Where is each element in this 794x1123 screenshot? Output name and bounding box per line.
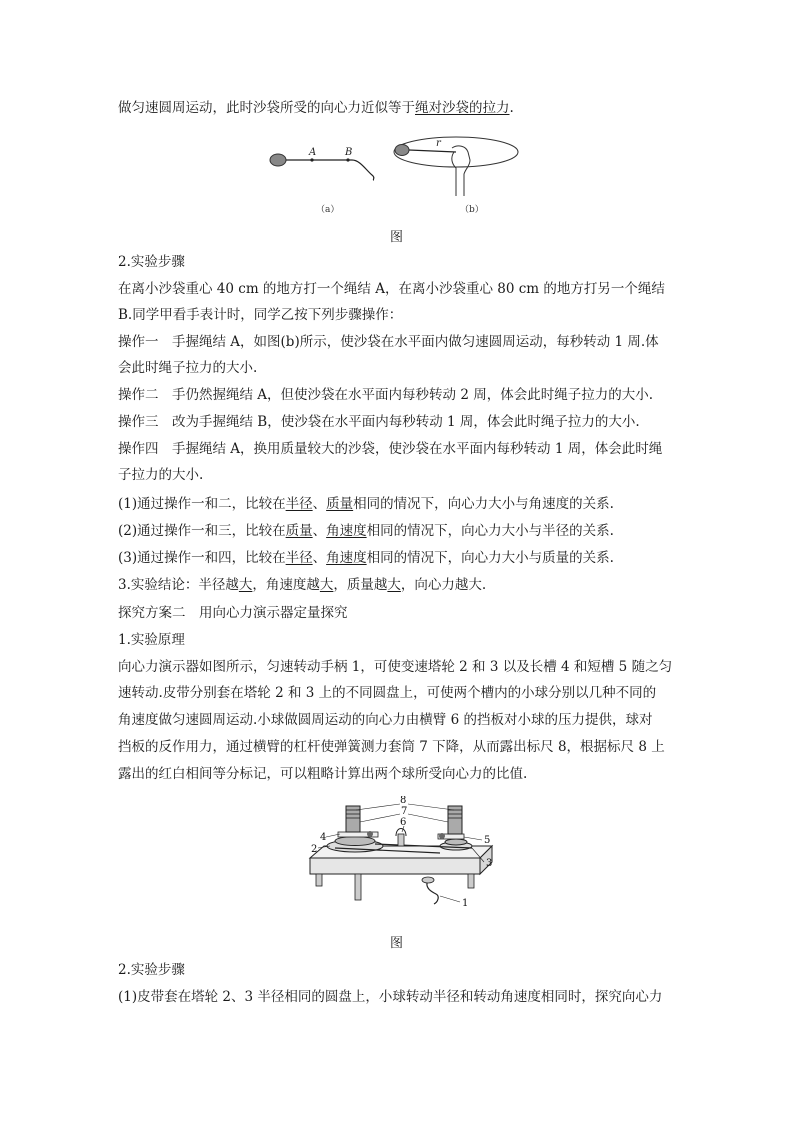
intro-end: .: [509, 100, 514, 116]
intro-line: [118, 98, 514, 118]
num-5: 5: [484, 835, 491, 846]
leg: [355, 874, 361, 900]
num-8: 8: [400, 796, 407, 806]
leader-7: [360, 814, 400, 822]
num-3: 3: [486, 858, 493, 869]
sandbag-a: [270, 154, 286, 166]
num-6: 6: [400, 817, 407, 828]
num-2: 2: [311, 844, 318, 855]
string-b: [409, 150, 456, 152]
ball-left: [367, 831, 373, 837]
leader-7: [408, 814, 448, 822]
sub-b: （b）: [460, 205, 484, 215]
sub-a: （a）: [316, 205, 340, 215]
principle-4: 挡板的反作用力，通过横臂的杠杆使弹簧测力套筒 7 下降，从而露出标尺 8，根据标尺 8 上: [118, 739, 665, 755]
sandbag-b: [395, 145, 409, 156]
figure1-caption: 图: [390, 230, 404, 245]
leader-8: [408, 804, 454, 810]
figure2-caption: 图: [390, 936, 404, 951]
leader-1: [440, 896, 460, 902]
op2: 操作二 手仍然握绳结 A，但使沙袋在水平面内每秒转动 2 周，体会此时绳子拉力的大小.: [118, 387, 654, 403]
op1-line2: 会此时绳子拉力的大小.: [118, 360, 258, 376]
num-1: 1: [462, 898, 469, 909]
compare-2: (2)通过操作一和三，比较在质量、角速度相同的情况下，向心力大小与半径的关系.: [118, 523, 614, 539]
num-4: 4: [320, 832, 327, 843]
figure-sandbag: [260, 130, 520, 225]
intro-underlined: 绳对沙袋的拉力: [415, 100, 510, 116]
steps-title: 2.实验步骤: [118, 254, 185, 270]
knot-a: [310, 158, 313, 161]
steps2-title: 2.实验步骤: [118, 962, 185, 978]
principle-1: 向心力演示器如图所示，匀速转动手柄 1，可使变速塔轮 2 和 3 以及长槽 4 和短槽 5 随之匀: [118, 659, 673, 675]
op1-line1: 操作一 手握绳结 A，如图(b)所示，使沙袋在水平面内做匀速圆周运动，每秒转动 1 周.体: [118, 334, 659, 350]
ball-right: [439, 833, 445, 839]
pulley-3-inner: [445, 839, 467, 845]
op3: 操作三 改为手握绳结 B，使沙袋在水平面内每秒转动 1 周，体会此时绳子拉力的大小.: [118, 414, 640, 430]
leader-8: [356, 804, 400, 810]
hand: [452, 146, 470, 196]
pillar: [398, 834, 404, 846]
handle-1: [427, 880, 438, 904]
plan2-title: 探究方案二 用向心力演示器定量探究: [118, 605, 348, 621]
figure-demonstrator: [300, 796, 500, 921]
pulley-2-inner: [335, 837, 375, 846]
intro-text: 做匀速圆周运动，此时沙袋所受的向心力近似等于: [118, 100, 415, 116]
conclusion: 3.实验结论：半径越大，角速度越大，质量越大，向心力越大.: [118, 577, 487, 593]
label-a: A: [309, 147, 317, 158]
knot-b: [346, 158, 349, 161]
leg: [468, 874, 474, 888]
op4-line1: 操作四 手握绳结 A，换用质量较大的沙袋，使沙袋在水平面内每秒转动 1 周，体会此时绳: [118, 441, 663, 457]
steps-intro-1: 在离小沙袋重心 40 cm 的地方打一个绳结 A，在离小沙袋重心 80 cm 的地方打另一个绳结: [118, 281, 665, 297]
handle-knob: [422, 877, 434, 883]
leg: [316, 874, 322, 886]
compare-1: (1)通过操作一和二，比较在半径、质量相同的情况下，向心力大小与角速度的关系.: [118, 496, 614, 512]
principle-5: 露出的红白相间等分标记，可以粗略计算出两个球所受向心力的比值.: [118, 766, 528, 782]
label-b: B: [345, 147, 353, 158]
num-7: 7: [401, 806, 408, 817]
leader-5: [464, 837, 482, 840]
base-front: [310, 858, 480, 874]
steps-intro-2: B.同学甲看手表计时，同学乙按下列步骤操作：: [118, 307, 403, 323]
string-a-tail: [352, 160, 374, 180]
principle-title: 1.实验原理: [118, 632, 185, 648]
compare-3: (3)通过操作一和四，比较在半径、角速度相同的情况下，向心力大小与质量的关系.: [118, 550, 614, 566]
steps2-1: (1)皮带套在塔轮 2、3 半径相同的圆盘上，小球转动半径和转动角速度相同时，探究向心力: [118, 989, 663, 1005]
label-r: r: [436, 138, 441, 149]
principle-2: 速转动.皮带分别套在塔轮 2 和 3 上的不同圆盘上，可使两个槽内的小球分别以几种不同的: [118, 685, 657, 701]
principle-3: 角速度做匀速圆周运动.小球做圆周运动的向心力由横臂 6 的挡板对小球的压力提供，球对: [118, 712, 653, 728]
op4-line2: 子拉力的大小.: [118, 467, 204, 483]
